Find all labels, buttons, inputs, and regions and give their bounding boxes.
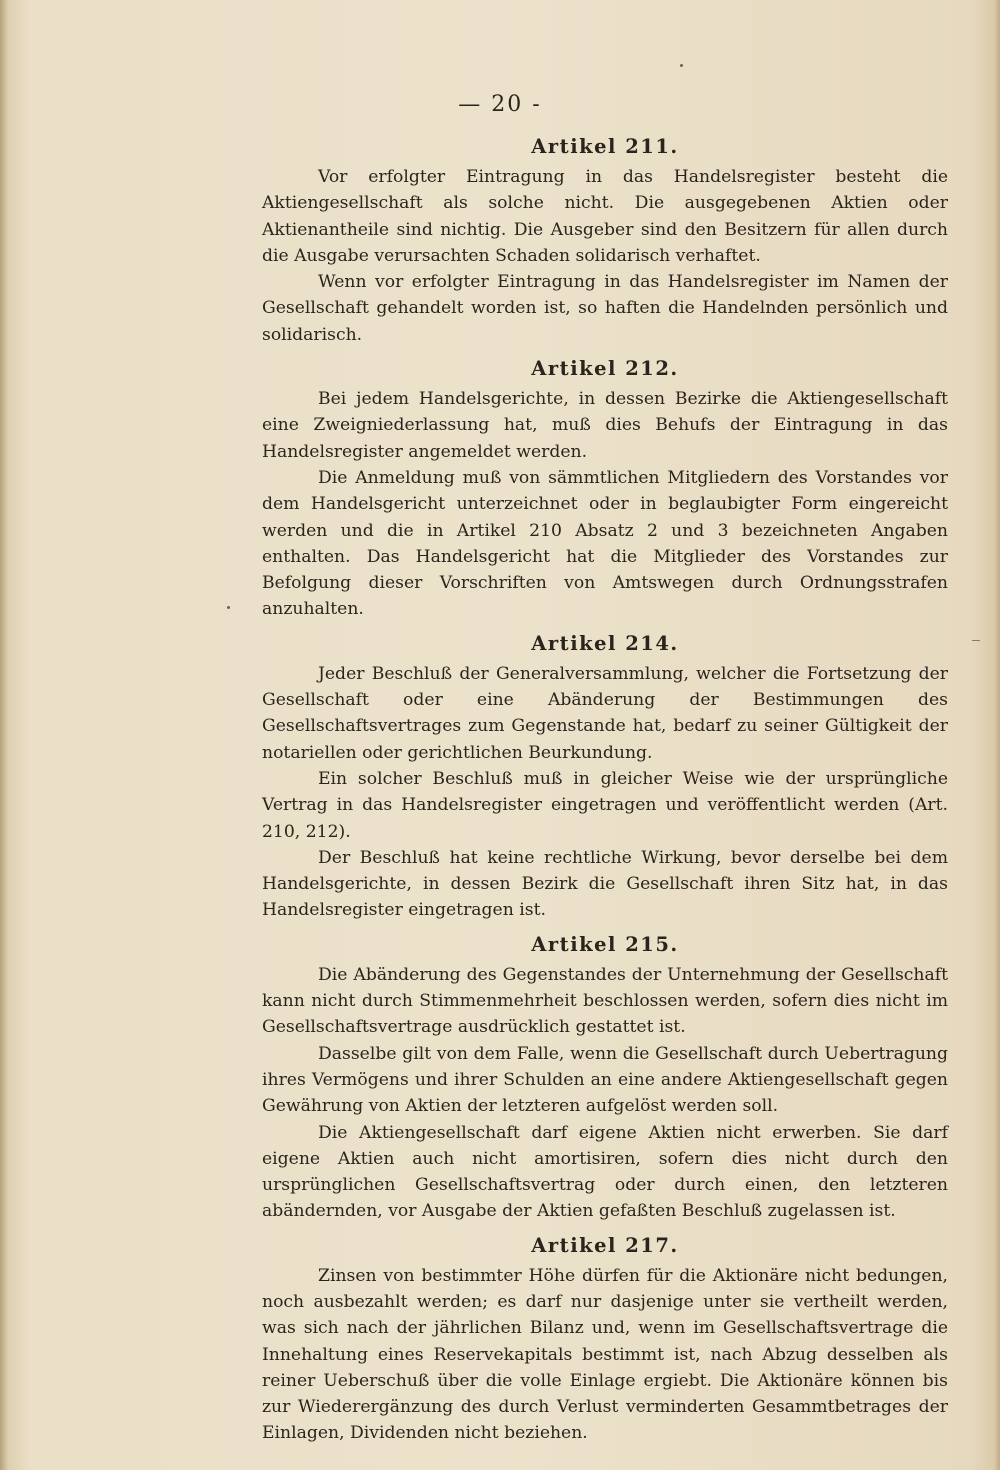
paragraph: Die Aktiengesellschaft darf eigene Aktien nicht erwerben. Sie darf eigene Aktien auch nicht amortisiren, sofern dies nicht durch den ursprünglichen Gesellschaftsvertrag oder durch einen, den letzteren abändernden, vor Ausgabe der Aktien gefaßten Beschluß zugelassen ist. (262, 1122, 948, 1222)
article-217 (262, 1231, 948, 1447)
paragraph: Zinsen von bestimmter Höhe dürfen für die Aktionäre nicht bedungen, noch ausbezahlt werden; es darf nur dasjenige unter sie vertheilt werden, was sich nach der jährlichen Bilanz und, wenn im Gesellschaftsvertrage die Innehaltung eines Reservekapitals bestimmt ist, nach Abzug desselben als reiner Ueberschuß über die volle Einlage ergiebt. Die Aktionäre können bis zur Wiederergänzung des durch Verlust verminderten Gesammtbetrages der Einlagen, Dividenden nicht beziehen. (262, 1265, 948, 1444)
article-heading: Artikel 212. (531, 357, 679, 381)
article-215 (262, 930, 948, 1225)
article-heading: Artikel 214. (531, 631, 679, 655)
article-heading: Artikel 211. (531, 135, 679, 158)
paragraph: Der Beschluß hat keine rechtliche Wirkung, bevor derselbe bei dem Handelsgerichte, in dessen Bezirk die Gesellschaft ihren Sitz hat, in das Handelsregister eingetragen ist. (262, 847, 948, 921)
article-214 (262, 629, 948, 924)
page-left-edge (0, 0, 8, 1470)
article-212 (262, 354, 948, 623)
paragraph: Jeder Beschluß der Generalversammlung, welcher die Fortsetzung der Gesellschaft oder eine Abänderung der Bestimmungen des Gesellschaftsvertrages zum Gegenstande hat, bedarf zu seiner Gültigkeit der notariellen oder gerichtlichen Beurkundung. (262, 663, 948, 763)
paragraph: Bei jedem Handelsgerichte, in dessen Bezirke die Aktiengesellschaft eine Zweigniederlassung hat, muß dies Behufs der Eintragung in das Handelsregister angemeldet werden. (262, 389, 948, 462)
paragraph: Die Anmeldung muß von sämmtlichen Mitgliedern des Vorstandes vor dem Handelsgericht unterzeichnet oder in beglaubigter Form eingereicht werden und die in Artikel 210 Absatz 2 und 3 bezeichneten Angaben enthalten. Das Handelsgericht hat die Mitglieder des Vorstandes zur Befolgung dieser Vorschriften von Amtswegen durch Ordnungsstrafen anzuhalten. (262, 467, 948, 620)
ink-speck (680, 64, 683, 67)
page-right-edge (994, 0, 1000, 1470)
article-211 (262, 132, 948, 348)
page-number: — 20 - (458, 92, 542, 117)
paragraph: Vor erfolgter Eintragung in das Handelsregister besteht die Aktiengesellschaft als solche nicht. Die ausgegebenen Aktien oder Aktienantheile sind nichtig. Die Ausgeber sind den Besitzern für allen durch die Ausgabe verursachten Schaden solidarisch verhaftet. (262, 167, 948, 266)
article-heading: Artikel 215. (531, 932, 679, 956)
ink-mark (972, 640, 980, 641)
paragraph: Die Abänderung des Gegenstandes der Unternehmung der Gesellschaft kann nicht durch Stimmenmehrheit beschlossen werden, sofern dies nicht im Gesellschaftsvertrage ausdrücklich gestattet ist. (262, 964, 948, 1038)
page-body (262, 132, 948, 1453)
paragraph: Dasselbe gilt von dem Falle, wenn die Gesellschaft durch Uebertragung ihres Vermögens und ihrer Schulden an eine andere Aktiengesellschaft gegen Gewährung von Aktien der letzteren aufgelöst werden soll. (262, 1043, 948, 1117)
article-heading: Artikel 217. (531, 1233, 679, 1257)
paragraph: Ein solcher Beschluß muß in gleicher Weise wie der ursprüngliche Vertrag in das Handelsregister eingetragen und veröffentlicht werden (Art. 210, 212). (262, 768, 948, 842)
paragraph: Wenn vor erfolgter Eintragung in das Handelsregister im Namen der Gesellschaft gehandelt worden ist, so haften die Handelnden persönlich und solidarisch. (262, 272, 948, 345)
ink-speck (227, 606, 230, 609)
